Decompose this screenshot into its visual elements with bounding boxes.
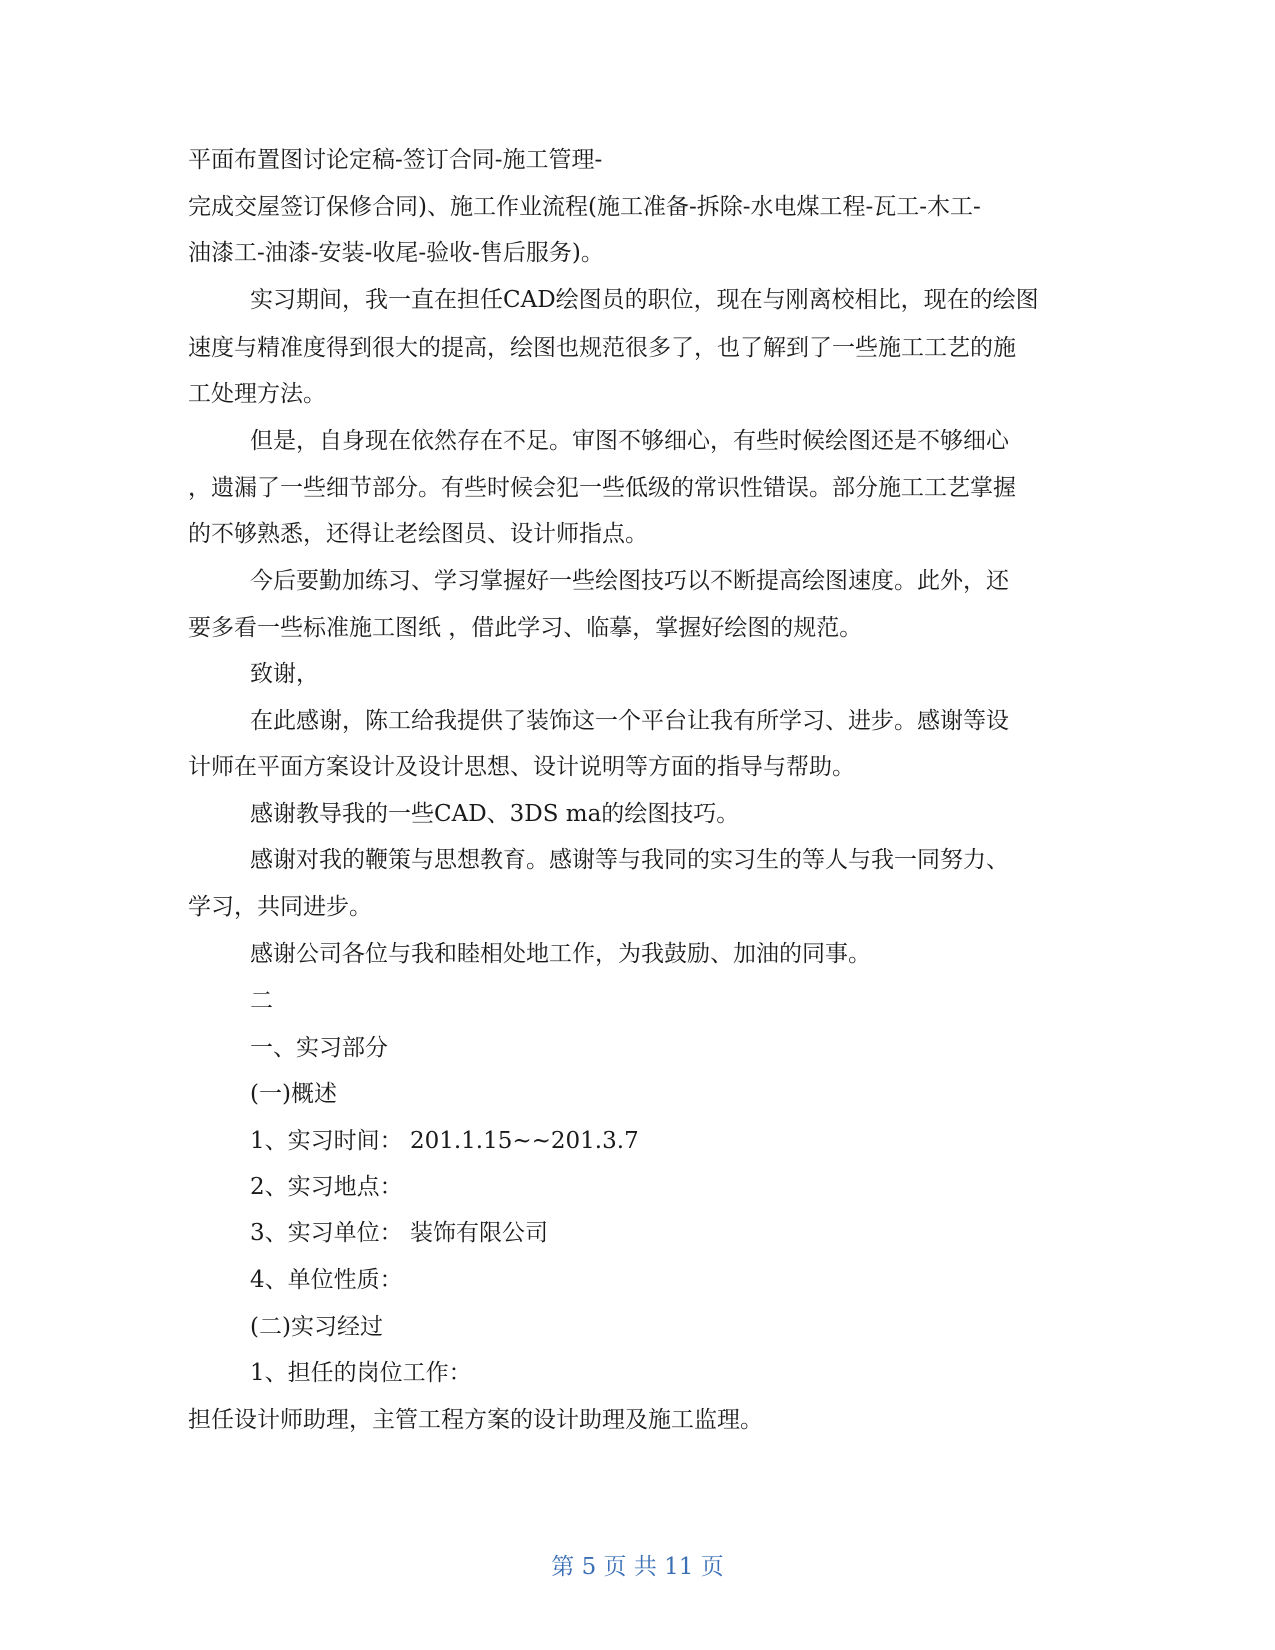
list-item: 3、实习单位： 装饰有限公司	[250, 1220, 548, 1246]
paragraph-start: 实习期间，我一直在担任CAD绘图员的职位，现在与刚离校相比，现在的绘图	[250, 287, 1039, 313]
section-heading: 一、实习部分	[250, 1035, 388, 1061]
text-line: 的不够熟悉，还得让老绘图员、设计师指点。	[188, 521, 648, 547]
text-line: 平面布置图讨论定稿-签订合同-施工管理-	[188, 147, 603, 173]
text-line: 担任设计师助理，主管工程方案的设计助理及施工监理。	[188, 1407, 763, 1433]
paragraph-start: 致谢，	[250, 661, 319, 687]
list-item: 1、实习时间： 201.1.15~~201.3.7	[250, 1128, 639, 1154]
text-line: 计师在平面方案设计及设计思想、设计说明等方面的指导与帮助。	[188, 754, 855, 780]
page-number-footer: 第 5 页 共 11 页	[551, 1554, 724, 1580]
subsection-heading: (二)实习经过	[250, 1314, 383, 1340]
text-line: 工处理方法。	[188, 381, 326, 407]
text-line: 油漆工-油漆-安装-收尾-验收-售后服务)。	[188, 240, 604, 266]
section-number: 二	[250, 988, 273, 1014]
paragraph-start: 但是，自身现在依然存在不足。审图不够细心，有些时候绘图还是不够细心	[250, 428, 1009, 454]
text-line: 学习，共同进步。	[188, 894, 372, 920]
paragraph-start: 感谢公司各位与我和睦相处地工作，为我鼓励、加油的同事。	[250, 941, 871, 967]
text-line: ，遗漏了一些细节部分。有些时候会犯一些低级的常识性错误。部分施工工艺掌握	[188, 475, 1016, 501]
paragraph-start: 今后要勤加练习、学习掌握好一些绘图技巧以不断提高绘图速度。此外，还	[250, 568, 1009, 594]
paragraph-start: 在此感谢，陈工给我提供了装饰这一个平台让我有所学习、进步。感谢等设	[250, 708, 1009, 734]
paragraph-start: 感谢教导我的一些CAD、3DS ma的绘图技巧。	[250, 801, 740, 827]
paragraph-start: 感谢对我的鞭策与思想教育。感谢等与我同的实习生的等人与我一同努力、	[250, 847, 1009, 873]
list-item: 4、单位性质：	[250, 1267, 403, 1293]
list-item: 1、担任的岗位工作：	[250, 1360, 472, 1386]
list-item: 2、实习地点：	[250, 1174, 403, 1200]
subsection-heading: (一)概述	[250, 1081, 337, 1107]
text-line: 完成交屋签订保修合同)、施工作业流程(施工准备-拆除-水电煤工程-瓦工-木工-	[188, 194, 981, 220]
text-line: 要多看一些标准施工图纸 ，借此学习、临摹，掌握好绘图的规范。	[188, 615, 863, 641]
text-line: 速度与精准度得到很大的提高，绘图也规范很多了，也了解到了一些施工工艺的施	[188, 335, 1016, 361]
